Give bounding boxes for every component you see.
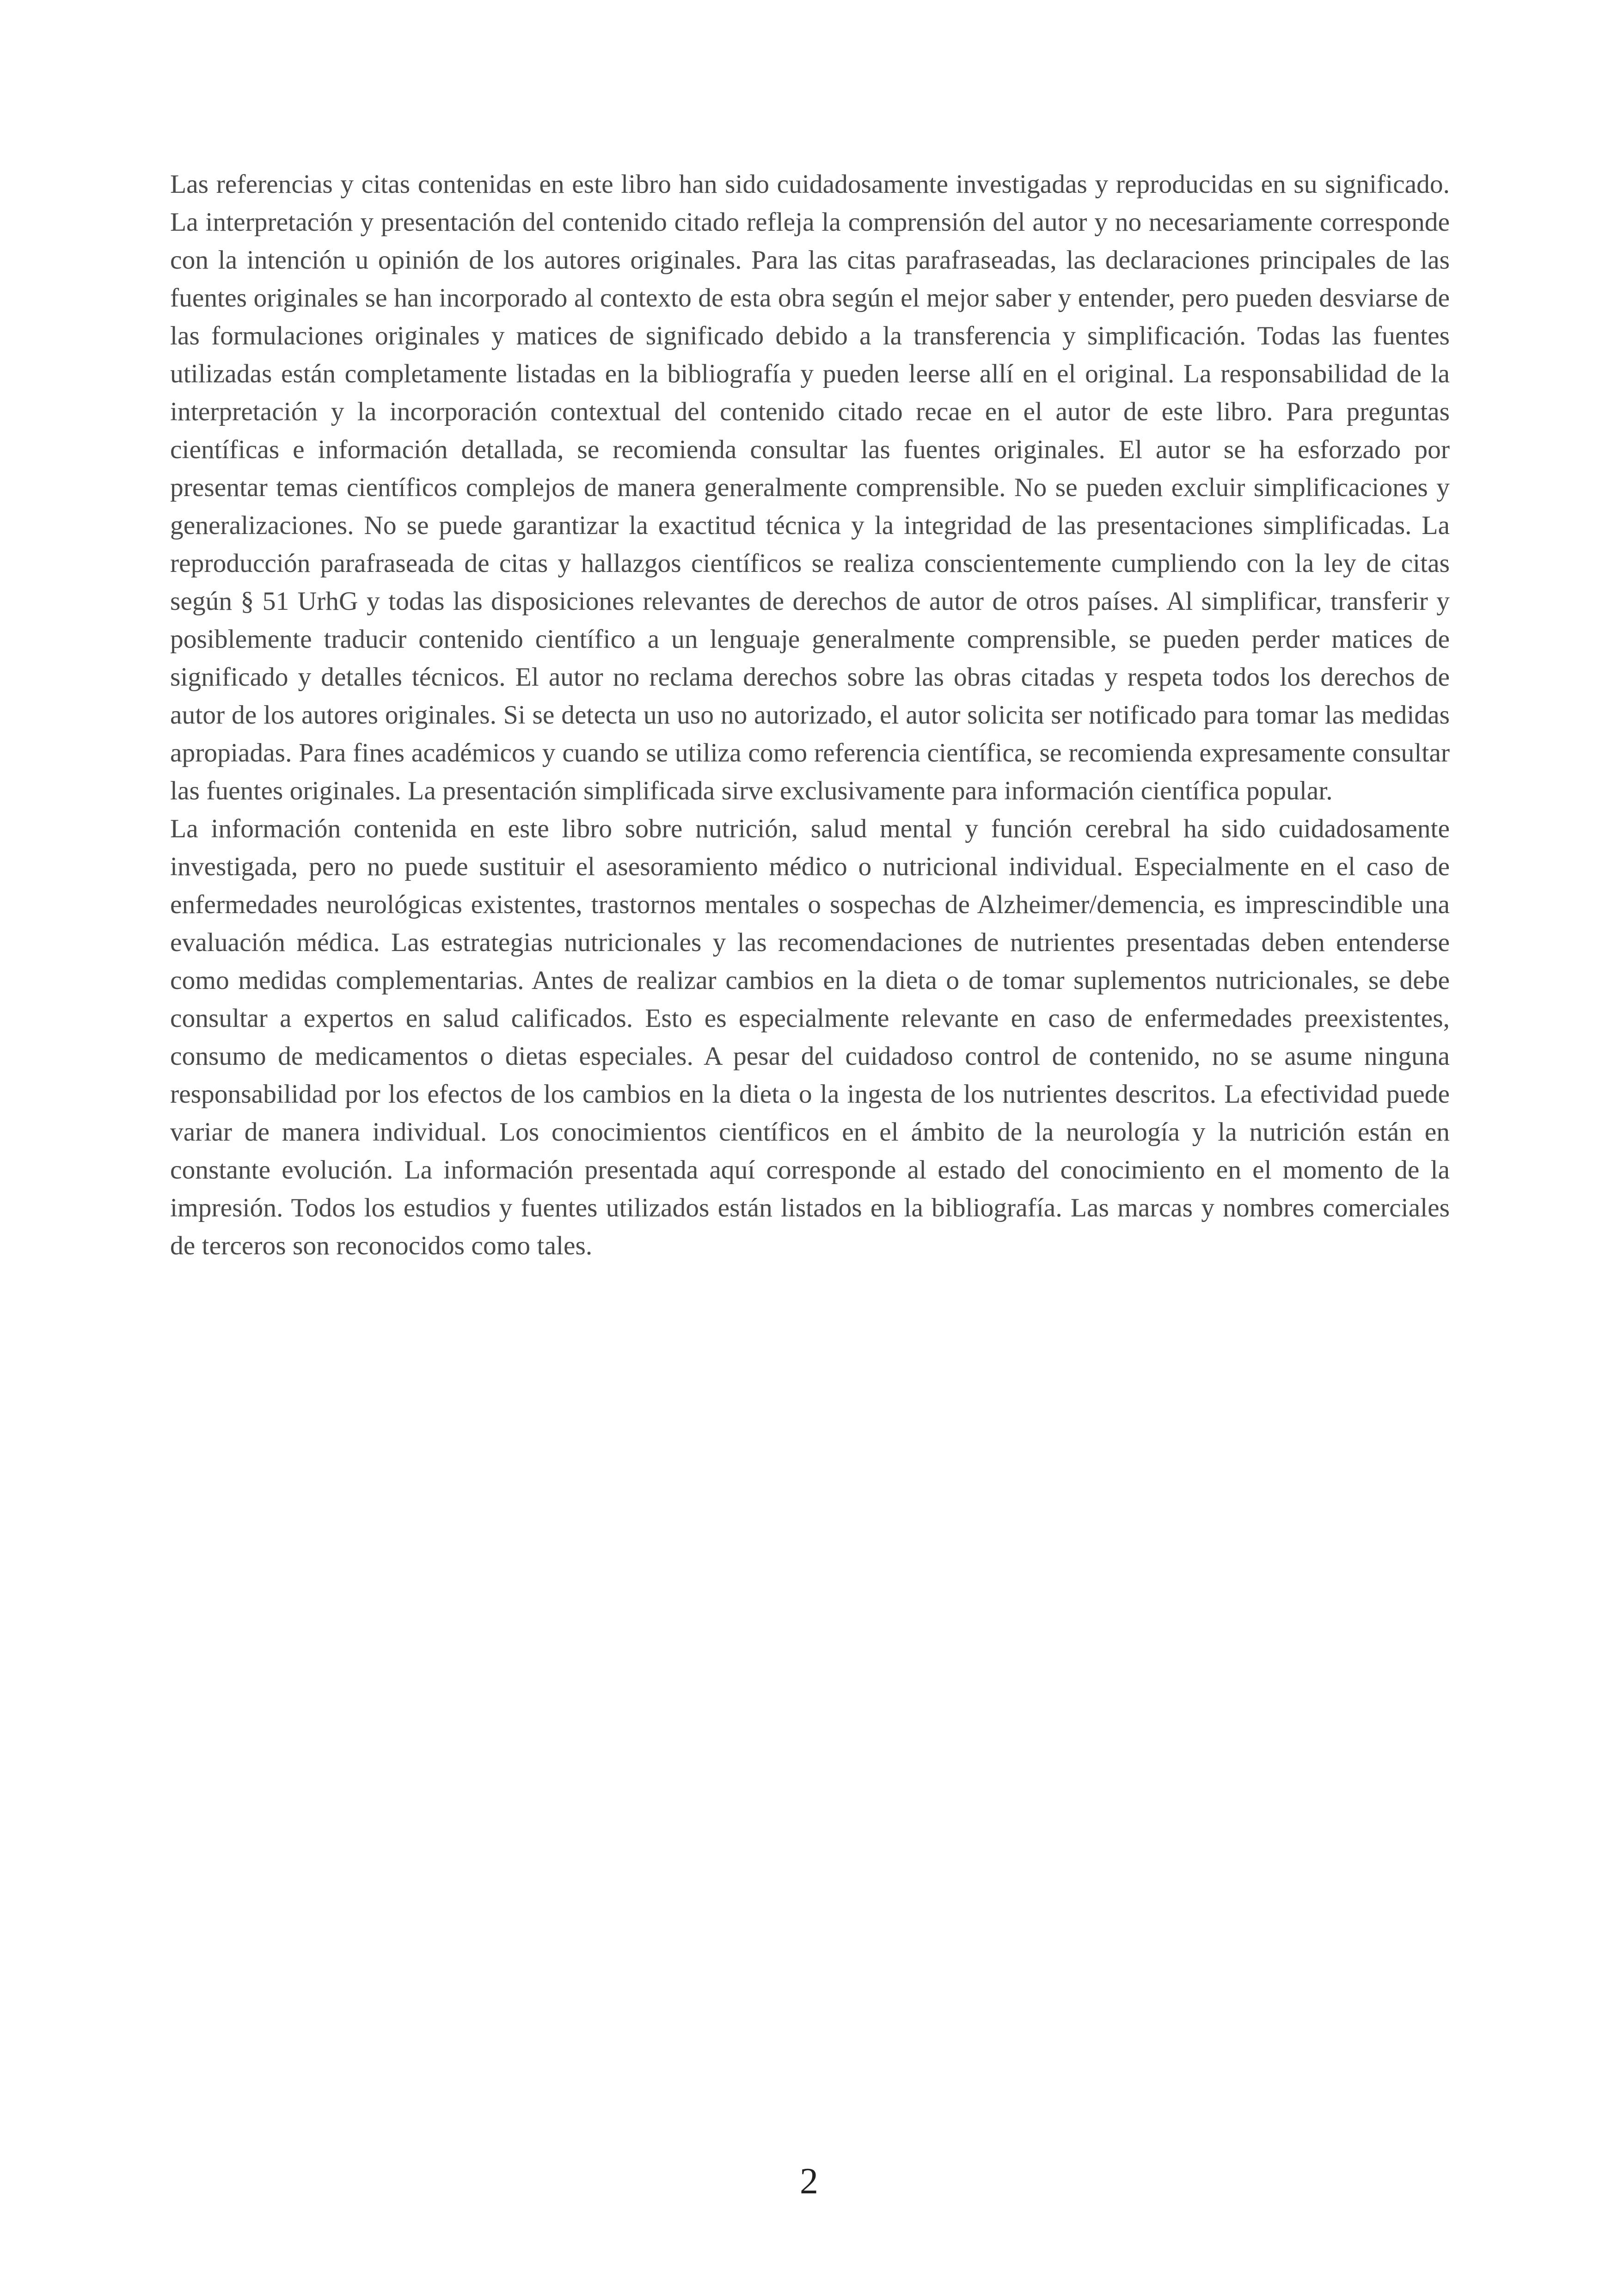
page-number: 2: [800, 2161, 818, 2202]
paragraph-health-disclaimer: La información contenida en este libro sobre nutrición, salud mental y función cerebral ha sido cuidadosamente investigada, pero no puede sustituir el asesoramiento médico o nutricional individual. Especialmente en el caso de enfermedades neurológicas existentes, trastornos mentales o sospechas de Alzheimer/demencia, es imprescindible una evaluación médica. Las estrategias nutricionales y las recomendaciones de nutrientes presentadas deben entenderse como medidas complementarias. Antes de realizar cambios en la dieta o de tomar suplementos nutricionales, se debe consultar a expertos en salud calificados. Esto es especialmente relevante en caso de enfermedades preexistentes, consumo de medicamentos o dietas especiales. A pesar del cuidadoso control de contenido, no se asume ninguna responsabilidad por los efectos de los cambios en la dieta o la ingesta de los nutrientes descritos. La efectividad puede variar de manera individual. Los conocimientos científicos en el ámbito de la neurología y la nutrición están en constante evolución. La información presentada aquí corresponde al estado del conocimiento en el momento de la impresión. Todos los estudios y fuentes utilizados están listados en la bibliografía. Las marcas y nombres comerciales de terceros son reconocidos como tales.: [170, 814, 1450, 1260]
paragraph-citations-disclaimer: Las referencias y citas contenidas en este libro han sido cuidadosamente investigadas y reproducidas en su significado. La interpretación y presentación del contenido citado refleja la comprensión del autor y no necesariamente corresponde con la intención u opinión de los autores originales. Para las citas parafraseadas, las declaraciones principales de las fuentes originales se han incorporado al contexto de esta obra según el mejor saber y entender, pero pueden desviarse de las formulaciones originales y matices de significado debido a la transferencia y simplificación. Todas las fuentes utilizadas están completamente listadas en la bibliografía y pueden leerse allí en el original. La responsabilidad de la interpretación y la incorporación contextual del contenido citado recae en el autor de este libro. Para preguntas científicas e información detallada, se recomienda consultar las fuentes originales. El autor se ha esforzado por presentar temas científicos complejos de manera generalmente comprensible. No se pueden excluir simplificaciones y generalizaciones. No se puede garantizar la exactitud técnica y la integridad de las presentaciones simplificadas. La reproducción parafraseada de citas y hallazgos científicos se realiza conscientemente cumpliendo con la ley de citas según § 51 UrhG y todas las disposiciones relevantes de derechos de autor de otros países. Al simplificar, transferir y posiblemente traducir contenido científico a un lenguaje generalmente comprensible, se pueden perder matices de significado y detalles técnicos. El autor no reclama derechos sobre las obras citadas y respeta todos los derechos de autor de los autores originales. Si se detecta un uso no autorizado, el autor solicita ser notificado para tomar las medidas apropiadas. Para fines académicos y cuando se utiliza como referencia científica, se recomienda expresamente consultar las fuentes originales. La presentación simplificada sirve exclusivamente para información científica popular.: [170, 170, 1450, 805]
body-text: [170, 166, 1450, 1265]
